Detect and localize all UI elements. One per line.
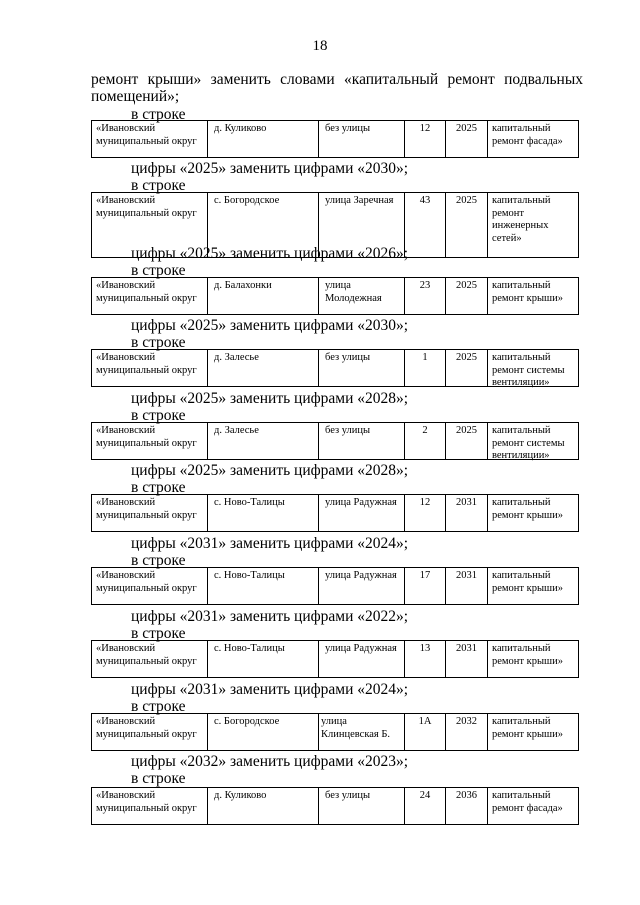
cell-year: 2025 [445, 121, 487, 157]
cell-work: капитальный ремонт крыши» [487, 495, 580, 531]
cell-work: капитальный ремонт крыши» [487, 641, 580, 677]
change-instruction: цифры «2031» заменить цифрами «2024»; [131, 681, 409, 698]
cell-work: капитальный ремонт системы вентиляции» [487, 350, 580, 386]
cell-settlement: д. Залесье [207, 350, 318, 386]
cell-street: улица Молодежная [318, 278, 404, 314]
cell-year: 2025 [445, 193, 487, 257]
change-instruction: цифры «2031» заменить цифрами «2024»; [131, 535, 409, 552]
change-instruction: цифры «2032» заменить цифрами «2023»; [131, 753, 409, 770]
cell-house: 23 [404, 278, 445, 314]
cell-house: 13 [404, 641, 445, 677]
cell-district: «Ивановский муниципальный округ [96, 352, 197, 376]
cell-house: 2 [404, 423, 445, 459]
cell-street: без улицы [318, 121, 404, 157]
cell-street: улица Радужная [318, 495, 404, 531]
table-row [91, 567, 579, 605]
intro-line-1: ремонт крыши» заменить словами «капитальный ремонт подвальных [91, 71, 583, 88]
label-in-row: в строке [131, 334, 186, 351]
label-in-row: в строке [131, 770, 186, 787]
cell-year: 2031 [445, 641, 487, 677]
table-row [91, 787, 579, 825]
cell-district: «Ивановский муниципальный округ [96, 570, 197, 594]
cell-settlement: с. Ново-Талицы [207, 568, 318, 604]
cell-street: улица Заречная [318, 193, 404, 257]
label-in-row: в строке [131, 479, 186, 496]
cell-year: 2025 [445, 278, 487, 314]
change-instruction: цифры «2025» заменить цифрами «2026»; [131, 245, 409, 262]
cell-district: «Ивановский муниципальный округ [96, 790, 197, 814]
cell-street: без улицы [318, 788, 404, 824]
cell-settlement: с. Богородское [207, 714, 318, 750]
cell-year: 2025 [445, 350, 487, 386]
cell-street: без улицы [318, 350, 404, 386]
cell-house: 1 [404, 350, 445, 386]
change-instruction: цифры «2031» заменить цифрами «2022»; [131, 608, 409, 625]
cell-work: капитальный ремонт крыши» [487, 278, 580, 314]
cell-district: «Ивановский муниципальный округ [96, 425, 197, 449]
cell-work: капитальный ремонт крыши» [487, 714, 580, 750]
cell-district: «Ивановский муниципальный округ [96, 280, 197, 304]
table-row [91, 277, 579, 315]
cell-year: 2036 [445, 788, 487, 824]
cell-house: 24 [404, 788, 445, 824]
cell-district: «Ивановский муниципальный округ [96, 195, 197, 219]
table-row [91, 713, 579, 751]
label-in-row: в строке [131, 625, 186, 642]
cell-house: 12 [404, 495, 445, 531]
change-instruction: цифры «2025» заменить цифрами «2030»; [131, 160, 409, 177]
cell-work: капитальный ремонт фасада» [487, 121, 580, 157]
label-in-row: в строке [131, 106, 186, 123]
cell-street: улица Радужная [318, 641, 404, 677]
table-row [91, 494, 579, 532]
table-row [91, 120, 579, 158]
cell-settlement: д. Куликово [207, 788, 318, 824]
cell-street: улица Радужная [318, 568, 404, 604]
cell-work: капитальный ремонт фасада» [487, 788, 580, 824]
cell-year: 2032 [445, 714, 487, 750]
cell-settlement: д. Балахонки [207, 278, 318, 314]
cell-work: капитальный ремонт крыши» [487, 568, 580, 604]
change-instruction: цифры «2025» заменить цифрами «2028»; [131, 390, 409, 407]
cell-house: 12 [404, 121, 445, 157]
cell-work: капитальный ремонт инженерных сетей» [487, 193, 580, 257]
intro-line-2: помещений»; [91, 88, 180, 105]
cell-settlement: д. Залесье [207, 423, 318, 459]
label-in-row: в строке [131, 407, 186, 424]
cell-settlement: с. Ново-Талицы [207, 495, 318, 531]
label-in-row: в строке [131, 552, 186, 569]
table-row [91, 349, 579, 387]
label-in-row: в строке [131, 177, 186, 194]
change-instruction: цифры «2025» заменить цифрами «2030»; [131, 317, 409, 334]
label-in-row: в строке [131, 262, 186, 279]
cell-settlement: д. Куликово [207, 121, 318, 157]
change-instruction: цифры «2025» заменить цифрами «2028»; [131, 462, 409, 479]
table-row [91, 422, 579, 460]
label-in-row: в строке [131, 698, 186, 715]
cell-house: 17 [404, 568, 445, 604]
cell-district: «Ивановский муниципальный округ [96, 643, 197, 667]
cell-year: 2025 [445, 423, 487, 459]
cell-settlement: с. Богородское [207, 193, 318, 257]
cell-street: улица Клинцевская Б. [318, 714, 404, 750]
cell-work: капитальный ремонт системы вентиляции» [487, 423, 580, 459]
cell-year: 2031 [445, 495, 487, 531]
page-number: 18 [312, 38, 328, 54]
cell-settlement: с. Ново-Талицы [207, 641, 318, 677]
cell-street: без улицы [318, 423, 404, 459]
table-row [91, 640, 579, 678]
cell-house: 43 [404, 193, 445, 257]
cell-district: «Ивановский муниципальный округ [96, 716, 197, 740]
cell-district: «Ивановский муниципальный округ [96, 123, 197, 147]
cell-district: «Ивановский муниципальный округ [96, 497, 197, 521]
cell-year: 2031 [445, 568, 487, 604]
cell-house: 1А [404, 714, 445, 750]
